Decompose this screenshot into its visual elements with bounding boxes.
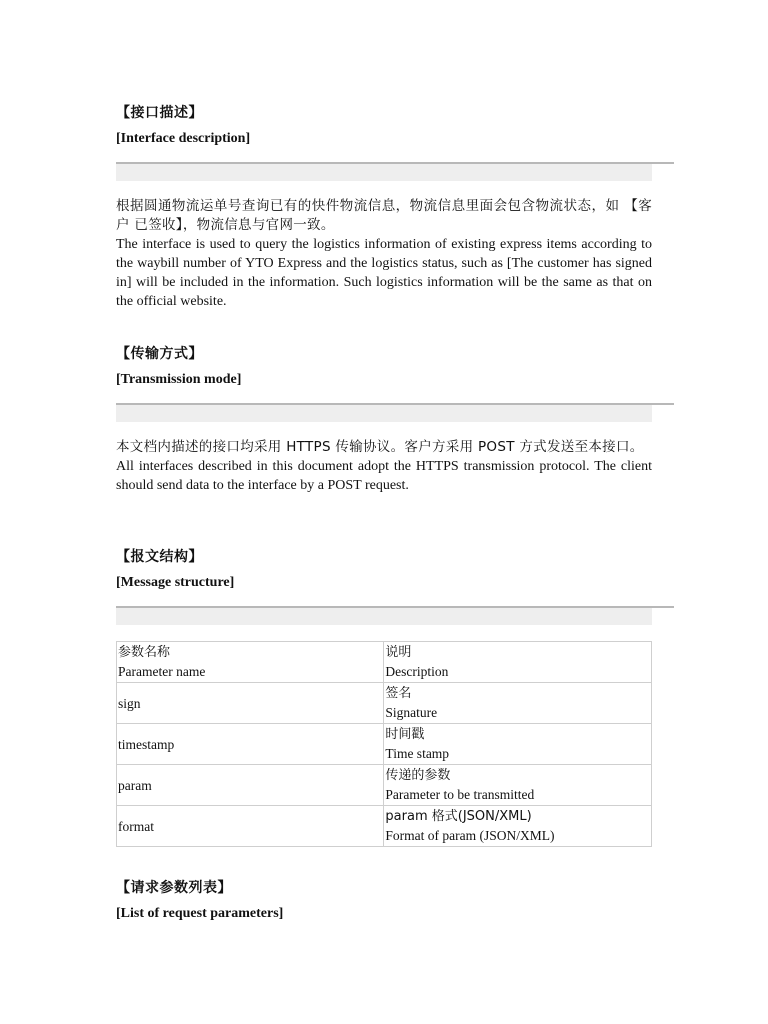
table-row xyxy=(117,724,652,765)
body-text-cn: 根据圆通物流运单号查询已有的快件物流信息，物流信息里面会包含物流状态，如 【客户 已签收】，物流信息与官网一致。 xyxy=(116,198,652,233)
section-divider xyxy=(116,606,652,626)
section-heading-en: [Message structure] xyxy=(116,575,235,590)
header-name-cn: 参数名称 xyxy=(118,645,171,660)
body-text-en: The interface is used to query the logistics information of existing express items according to the waybill number of YTO Express and the logistics status, such as [The customer has signed in] will be included in the information. Such logistics information will be the same as that on the official website. xyxy=(116,237,652,309)
section-body xyxy=(116,197,652,311)
section-heading-cn: 【请求参数列表】 xyxy=(116,880,232,896)
message-structure-table xyxy=(116,641,652,847)
section-heading-cn: 【报文结构】 xyxy=(116,549,203,565)
divider-band xyxy=(116,608,652,625)
param-desc-cell xyxy=(384,683,652,724)
param-desc-cell xyxy=(384,724,652,765)
header-cell-description xyxy=(384,642,652,683)
divider-band xyxy=(116,164,652,181)
section-heading-cn: 【传输方式】 xyxy=(116,346,203,362)
section-heading-en: [List of request parameters] xyxy=(116,906,284,921)
section-heading-cn: 【接口描述】 xyxy=(116,105,203,121)
section-divider xyxy=(116,403,652,423)
param-desc-cn: 时间戳 xyxy=(385,727,425,742)
param-name-cell: format xyxy=(117,806,384,847)
body-text-cn: 本文档内描述的接口均采用 HTTPS 传输协议。客户方采用 POST 方式发送至本接口。 xyxy=(116,439,644,455)
param-desc-cn: 签名 xyxy=(385,686,412,701)
table-row xyxy=(117,683,652,724)
param-desc-cell xyxy=(384,806,652,847)
header-cell-name xyxy=(117,642,384,683)
header-name-en: Parameter name xyxy=(118,664,206,679)
param-desc-en: Parameter to be transmitted xyxy=(385,787,535,802)
param-name-cell: timestamp xyxy=(117,724,384,765)
section-divider xyxy=(116,162,652,182)
param-desc-en: Signature xyxy=(385,705,438,720)
section-heading-en: [Interface description] xyxy=(116,131,251,146)
section-transmission-mode xyxy=(116,345,652,495)
param-desc-en: Format of param (JSON/XML) xyxy=(385,828,555,843)
table-row xyxy=(117,765,652,806)
param-desc-cn: param 格式(JSON/XML) xyxy=(385,809,532,824)
param-desc-cn: 传递的参数 xyxy=(385,768,451,783)
header-desc-cn: 说明 xyxy=(385,645,412,660)
section-message-structure xyxy=(116,548,652,847)
body-text-en: All interfaces described in this document adopt the HTTPS transmission protocol. The client should send data to the interface by a POST request. xyxy=(116,459,652,493)
section-interface-description xyxy=(116,104,652,311)
section-body xyxy=(116,438,652,495)
section-request-parameters xyxy=(116,879,652,923)
section-heading-en: [Transmission mode] xyxy=(116,372,242,387)
param-name-cell: param xyxy=(117,765,384,806)
table-row xyxy=(117,806,652,847)
divider-band xyxy=(116,405,652,422)
param-desc-en: Time stamp xyxy=(385,746,450,761)
header-desc-en: Description xyxy=(385,664,449,679)
table-header-row xyxy=(117,642,652,683)
param-desc-cell xyxy=(384,765,652,806)
param-name-cell: sign xyxy=(117,683,384,724)
